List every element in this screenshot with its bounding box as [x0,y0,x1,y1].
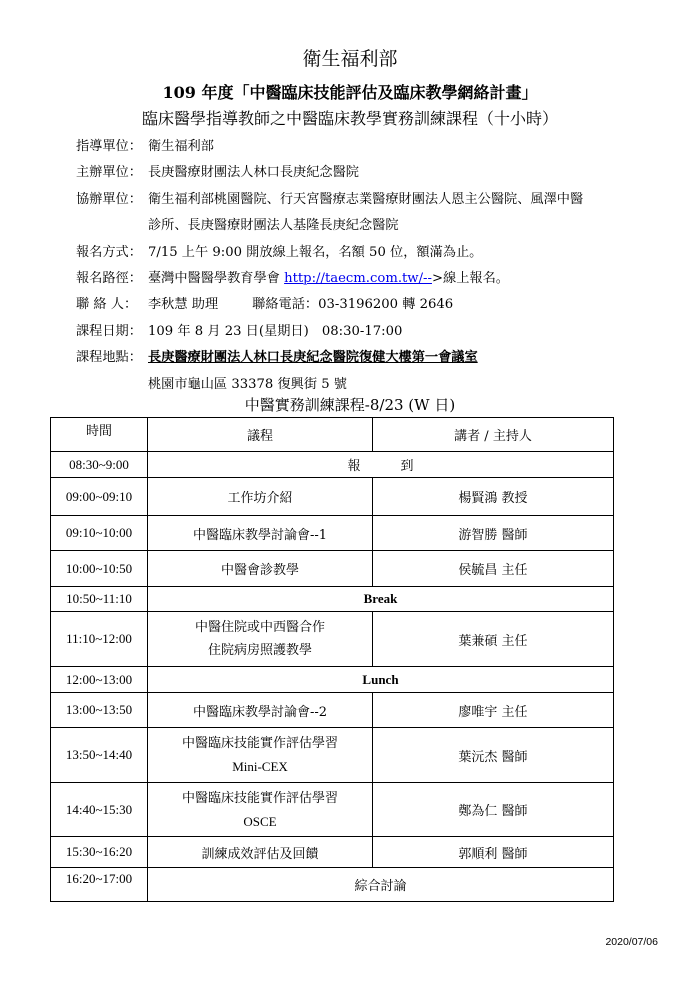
info-co-cont [76,213,676,239]
row-topic: 中醫臨床教學討論會--1 [148,516,373,551]
info-label: 聯 絡 人： [76,297,138,313]
info-label: 協辦單位： [76,191,142,207]
row-speaker: 廖唯宇 主任 [373,693,614,728]
table-row [51,478,614,516]
registration-link[interactable]: http://taecm.com.tw/-- [284,271,432,287]
route-suffix: >線上報名。 [431,271,509,287]
row-topic: 中醫住院或中西醫合作 住院病房照護教學 [148,612,373,667]
row-topic: 中醫臨床教學討論會--2 [148,693,373,728]
info-label: 主辦單位： [76,165,142,181]
info-label: 指導單位： [76,139,142,154]
info-label: 報名路徑： [76,271,142,287]
table-row [51,868,614,902]
table-row [51,693,614,728]
row-time: 15:30~16:20 [51,837,148,868]
row-speaker: 葉兼碩 主任 [373,612,614,667]
row-speaker: 葉沅杰 醫師 [373,728,614,783]
info-value [148,292,676,318]
row-topic: 中醫臨床技能實作評估學習 Mini-CEX [148,728,373,783]
info-label: 課程地點： [76,350,142,366]
row-topic: 訓練成效評估及回饋 [148,837,373,868]
table-row [51,728,614,783]
row-speaker: 侯毓昌 主任 [373,551,614,587]
address: 桃園市龜山區 33378 復興街 5 號 [148,376,347,392]
row-time: 13:00~13:50 [51,693,148,728]
route-prefix: 臺灣中醫醫學教育學會 [148,271,285,287]
info-place [76,345,676,371]
info-value: 109 年 8 月 23 日(星期日) 08:30-17:00 [148,323,403,339]
info-route [76,266,676,292]
row-time: 09:10~10:00 [51,516,148,551]
table-row [51,452,614,478]
row-full: Break [148,587,614,612]
info-guide [76,134,676,160]
table-row [51,516,614,551]
row-topic: 中醫臨床技能實作評估學習 OSCE [148,783,373,837]
info-value: 衛生福利部桃園醫院、行天宮醫療志業醫療財團法人恩主公醫院、風澤中醫 [148,191,584,207]
info-contact [76,292,676,318]
row-time: 09:00~09:10 [51,478,148,516]
schedule-title: 中醫實務訓練課程-8/23 (W 日) [244,396,456,414]
row-speaker: 鄭為仁 醫師 [373,783,614,837]
row-time: 14:40~15:30 [51,783,148,837]
schedule-table [50,417,614,902]
info-label: 報名方式： [76,244,142,260]
row-topic: 中醫會診教學 [148,551,373,587]
row-speaker: 郭順利 醫師 [373,837,614,868]
info-value: 診所、長庚醫療財團法人基隆長庚紀念醫院 [148,218,399,234]
info-value: 長庚醫療財團法人林口長庚紀念醫院 [148,165,359,181]
info-label: 課程日期： [76,323,142,339]
table-row [51,837,614,868]
info-date [76,319,676,345]
document-date: 2020/07/06 [605,936,658,948]
header-time: 時間 [51,418,148,452]
course-info [76,134,676,398]
info-value: 7/15 上午 9:00 開放線上報名，名額 50 位，額滿為止。 [148,244,483,260]
row-speaker: 楊賢鴻 教授 [373,478,614,516]
info-value [148,266,676,292]
header-topic: 議程 [148,418,373,452]
info-value: 衛生福利部 [148,139,214,154]
row-time: 10:00~10:50 [51,551,148,587]
table-row [51,612,614,667]
row-speaker: 游智勝 醫師 [373,516,614,551]
header-speaker: 講者 / 主持人 [373,418,614,452]
table-row [51,551,614,587]
row-full: 綜合討論 [148,868,614,902]
table-header [51,418,614,452]
venue: 長庚醫療財團法人林口長庚紀念醫院復健大樓第一會議室 [148,350,478,366]
page-title: 衛生福利部 [302,48,398,70]
row-full: Lunch [148,667,614,693]
info-co [76,187,676,213]
info-signup [76,240,676,266]
info-host [76,160,676,186]
row-full: 報到 [148,452,614,478]
row-time: 08:30~9:00 [51,452,148,478]
row-time: 11:10~12:00 [51,612,148,667]
row-time: 10:50~11:10 [51,587,148,612]
table-row [51,587,614,612]
table-row [51,667,614,693]
row-topic: 工作坊介紹 [148,478,373,516]
course-title: 臨床醫學指導教師之中醫臨床教學實務訓練課程（十小時） [141,109,558,128]
row-time: 13:50~14:40 [51,728,148,783]
row-time: 12:00~13:00 [51,667,148,693]
table-row [51,783,614,837]
contact-phone: 聯絡電話：03-3196200 轉 2646 [252,297,454,313]
contact-name: 李秋慧 助理 [148,297,219,313]
plan-title: 109 年度「中醫臨床技能評估及臨床教學網絡計畫」 [162,83,538,102]
row-time: 16:20~17:00 [51,868,148,902]
